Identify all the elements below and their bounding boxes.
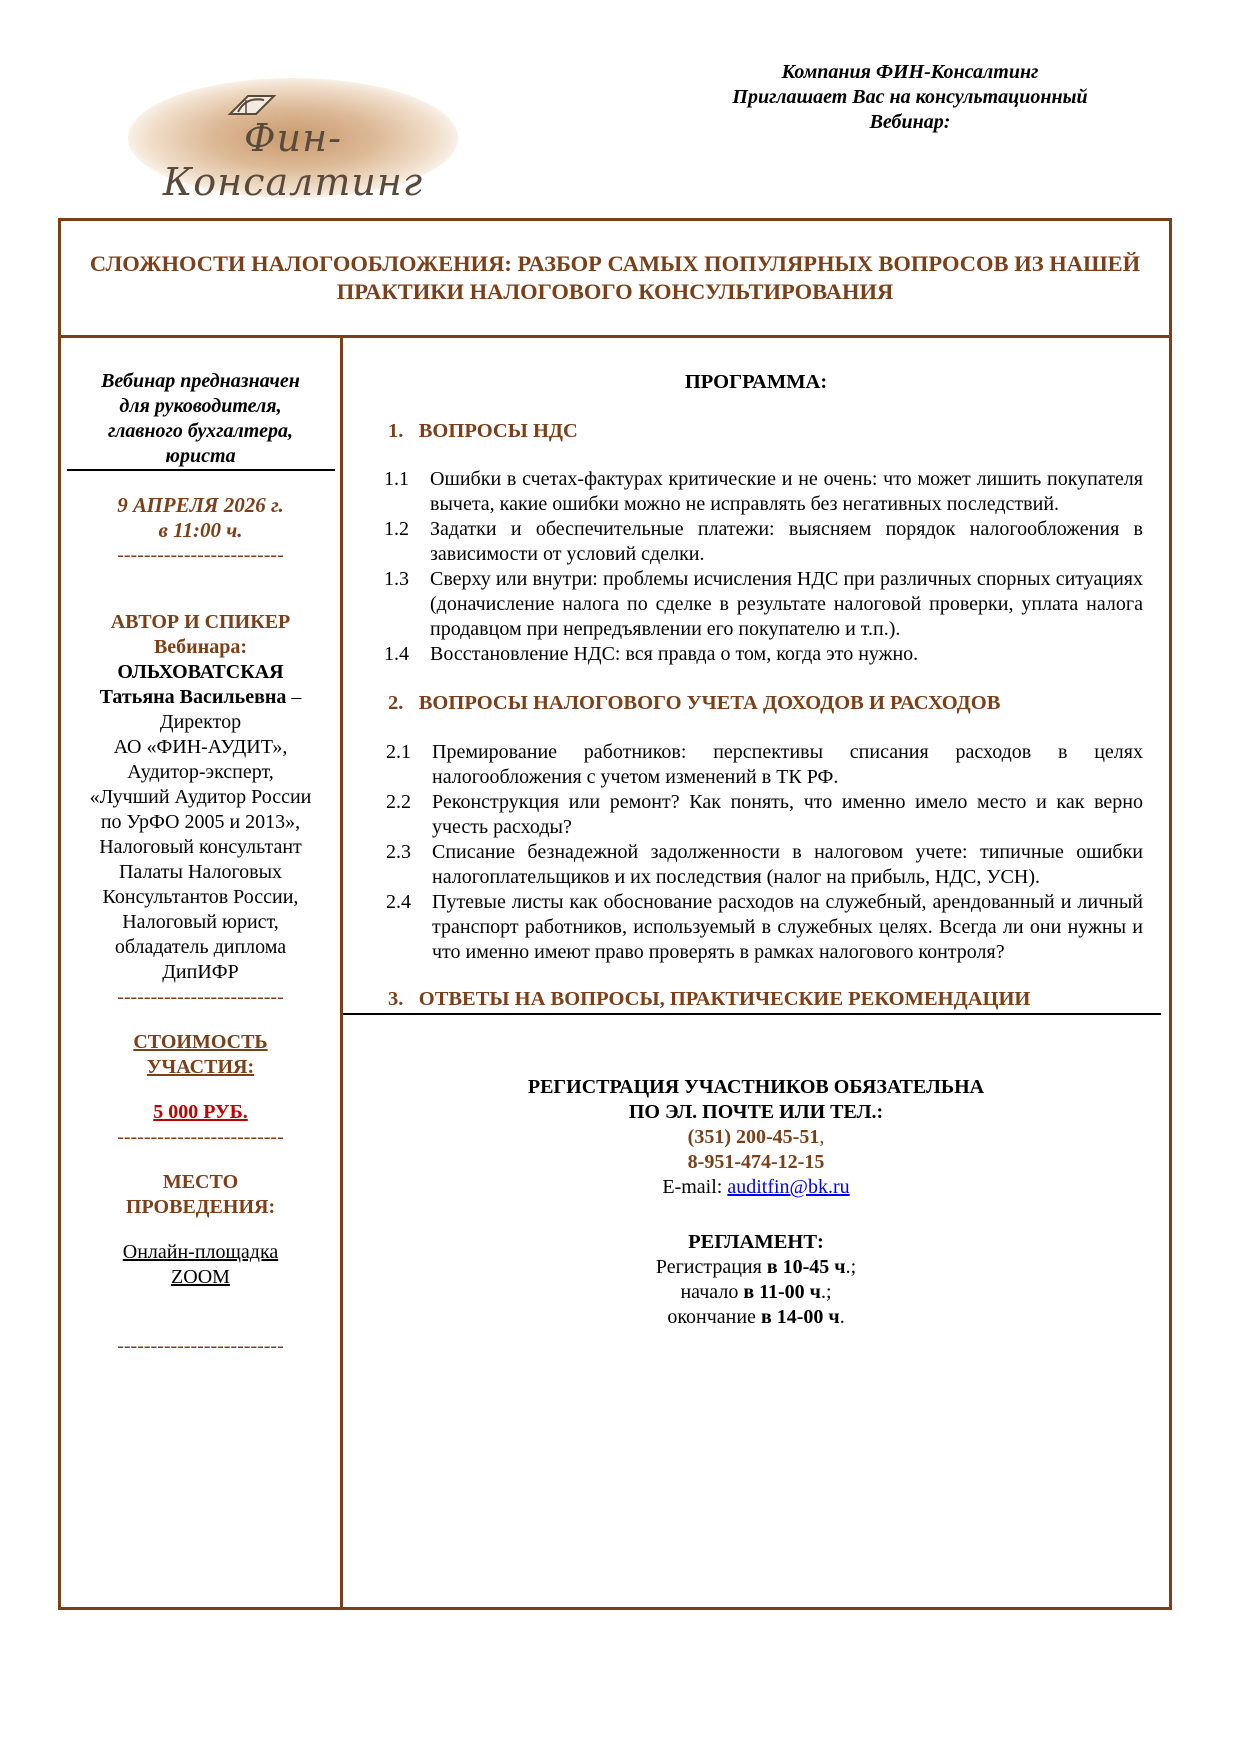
audience-block (61, 369, 340, 469)
separator: ------------------------- (117, 1335, 284, 1357)
schedule-value: в 11-00 ч (743, 1281, 821, 1303)
author-details (61, 710, 340, 985)
cost-heading-line: УЧАСТИЯ: (146, 1056, 255, 1078)
item-number: 2.3 (386, 841, 411, 863)
schedule-row (343, 1305, 1169, 1330)
content-frame (58, 218, 1172, 1610)
author-detail: Налоговый юрист, (122, 911, 279, 933)
section-heading (343, 987, 1161, 1015)
item-text: Реконструкция или ремонт? Как понять, что именно имело место и как верно учесть расходы? (432, 791, 1143, 838)
author-name-line (61, 685, 340, 710)
author-detail: Палаты Налоговых (118, 861, 283, 883)
section-heading (343, 419, 1169, 444)
email-link[interactable]: auditfin@bk.ru (727, 1176, 850, 1198)
phone-number[interactable]: (351) 200-45-51 (687, 1126, 820, 1148)
item-number: 1.1 (384, 468, 409, 490)
logo-text: Фин-Консалтинг (162, 116, 424, 204)
schedule-row (343, 1255, 1169, 1280)
list-item (386, 890, 1143, 965)
intro-line: Компания ФИН-Консалтинг (781, 61, 1039, 83)
separator: ------------------------- (117, 1126, 284, 1148)
schedule-block (343, 1230, 1169, 1330)
section-number: 3. (388, 988, 404, 1010)
author-detail: ДипИФР (162, 961, 239, 983)
author-detail: Консультантов России, (102, 886, 299, 908)
author-detail: обладатель диплома (114, 936, 287, 958)
webinar-title: СЛОЖНОСТИ НАЛОГООБЛОЖЕНИЯ: РАЗБОР САМЫХ ПОПУЛЯРНЫХ ВОПРОСОВ ИЗ НАШЕЙ ПРАКТИКИ НАЛОГОВОГО КОНСУЛЬТИРОВАНИЯ (61, 221, 1169, 338)
cost-heading (61, 1030, 340, 1080)
registration-line: РЕГИСТРАЦИЯ УЧАСТНИКОВ ОБЯЗАТЕЛЬНА (527, 1076, 985, 1098)
item-text: Задатки и обеспечительные платежи: выясняем порядок налогообложения в зависимости от условий сделки. (430, 518, 1143, 565)
schedule-tail: .; (845, 1256, 857, 1278)
audience-line: Вебинар предназначен (101, 370, 300, 392)
section-title: ВОПРОСЫ НДС (418, 420, 578, 442)
schedule-value: в 14-00 ч (760, 1306, 840, 1328)
section-items (343, 467, 1169, 667)
phone-number[interactable]: 8-951-474-12-15 (687, 1151, 825, 1173)
section-number: 2. (388, 692, 404, 714)
program (343, 341, 1169, 1330)
schedule-heading: РЕГЛАМЕНТ: (688, 1231, 824, 1253)
intro-line: Вебинар: (869, 111, 951, 133)
section-items (343, 740, 1169, 965)
place-value-line: ZOOM (171, 1266, 230, 1288)
author-dash: – (286, 686, 302, 708)
list-item (386, 840, 1143, 890)
section-number: 1. (388, 420, 404, 442)
author-heading-2: Вебинара: (153, 636, 248, 658)
schedule-label: окончание (667, 1306, 761, 1328)
event-time: в 11:00 ч. (158, 518, 243, 542)
author-surname: ОЛЬХОВАТСКАЯ (117, 661, 284, 683)
place-heading-line: ПРОВЕДЕНИЯ: (125, 1196, 276, 1218)
item-text: Путевые листы как обоснование расходов на служебный, арендованный и личный транспорт работников, используемый в служебных целях. Всегда ли они нужны и что именно имеют право проверять в рамках налогового контроля? (432, 891, 1143, 963)
schedule-tail: .; (820, 1281, 832, 1303)
audience-line: главного бухгалтера, (108, 420, 293, 442)
author-detail: АО «ФИН-АУДИТ», (113, 736, 288, 758)
item-text: Восстановление НДС: вся правда о том, когда это нужно. (430, 643, 919, 665)
registration-block (343, 1075, 1169, 1200)
program-heading: ПРОГРАММА: (684, 371, 828, 393)
list-item (386, 790, 1143, 840)
audience-line: для руководителя, (119, 395, 282, 417)
list-item (384, 567, 1143, 642)
list-item (384, 467, 1143, 517)
schedule-row (343, 1280, 1169, 1305)
intro-text (640, 60, 1180, 135)
audience-line: юриста (165, 445, 236, 467)
item-number: 2.2 (386, 791, 411, 813)
place-heading-line: МЕСТО (162, 1171, 239, 1193)
section-title: ВОПРОСЫ НАЛОГОВОГО УЧЕТА ДОХОДОВ И РАСХОДОВ (418, 692, 1001, 714)
intro-line: Приглашает Вас на консультационный (732, 86, 1088, 108)
item-number: 2.4 (386, 891, 411, 913)
author-name: Татьяна Васильевна (99, 686, 287, 708)
section-title: ОТВЕТЫ НА ВОПРОСЫ, ПРАКТИЧЕСКИЕ РЕКОМЕНДАЦИИ (418, 988, 1031, 1010)
item-number: 1.2 (384, 518, 409, 540)
list-item (386, 740, 1143, 790)
company-logo (128, 78, 458, 204)
separator: ------------------------- (117, 544, 284, 566)
author-heading: АВТОР И СПИКЕР (110, 611, 291, 633)
item-text: Сверху или внутри: проблемы исчисления НДС при различных спорных ситуациях (доначисление налога по сделке в результате налоговой проверки, уплата налога продавцом при непредъявлении его покупателю и т.п.). (430, 568, 1143, 640)
cost-value: 5 000 РУБ. (153, 1101, 248, 1123)
author-detail: Аудитор-эксперт, (127, 761, 274, 783)
event-date: 9 АПРЕЛЯ 2026 г. (117, 493, 284, 517)
separator: ------------------------- (117, 986, 284, 1008)
item-number: 2.1 (386, 741, 411, 763)
item-number: 1.4 (384, 643, 409, 665)
phone-line (343, 1125, 1169, 1150)
author-detail: Налоговый консультант (99, 836, 302, 858)
author-detail: Директор (159, 711, 242, 733)
schedule-label: начало (680, 1281, 744, 1303)
place-heading (61, 1170, 340, 1220)
sidebar (61, 341, 340, 1359)
schedule-value: в 10-45 ч (766, 1256, 846, 1278)
section-heading (343, 691, 1169, 716)
item-text: Ошибки в счетах-фактурах критические и не очень: что может лишить покупателя вычета, какие ошибки можно не исправлять без негативных последствий. (430, 468, 1143, 515)
place-value-line: Онлайн-площадка (122, 1241, 279, 1263)
schedule-tail: . (839, 1306, 845, 1328)
list-item (384, 642, 1143, 667)
item-text: Премирование работников: перспективы списания расходов в целях налогообложения с учетом изменений в ТК РФ. (432, 741, 1143, 788)
email-label: E-mail: (662, 1176, 728, 1198)
email-line (343, 1175, 1169, 1200)
place-value (61, 1240, 340, 1290)
item-text: Списание безнадежной задолженности в налоговом учете: типичные ошибки налогоплательщиков и их последствия (налог на прибыль, НДС, УСН). (432, 841, 1143, 888)
list-item (384, 517, 1143, 567)
schedule-label: Регистрация (655, 1256, 767, 1278)
registration-line: ПО ЭЛ. ПОЧТЕ ИЛИ ТЕЛ.: (628, 1101, 884, 1123)
author-detail: «Лучший Аудитор России (89, 786, 312, 808)
item-number: 1.3 (384, 568, 409, 590)
author-detail: по УрФО 2005 и 2013», (100, 811, 301, 833)
cost-heading-line: СТОИМОСТЬ (133, 1031, 268, 1053)
phone-suffix: , (819, 1126, 825, 1148)
